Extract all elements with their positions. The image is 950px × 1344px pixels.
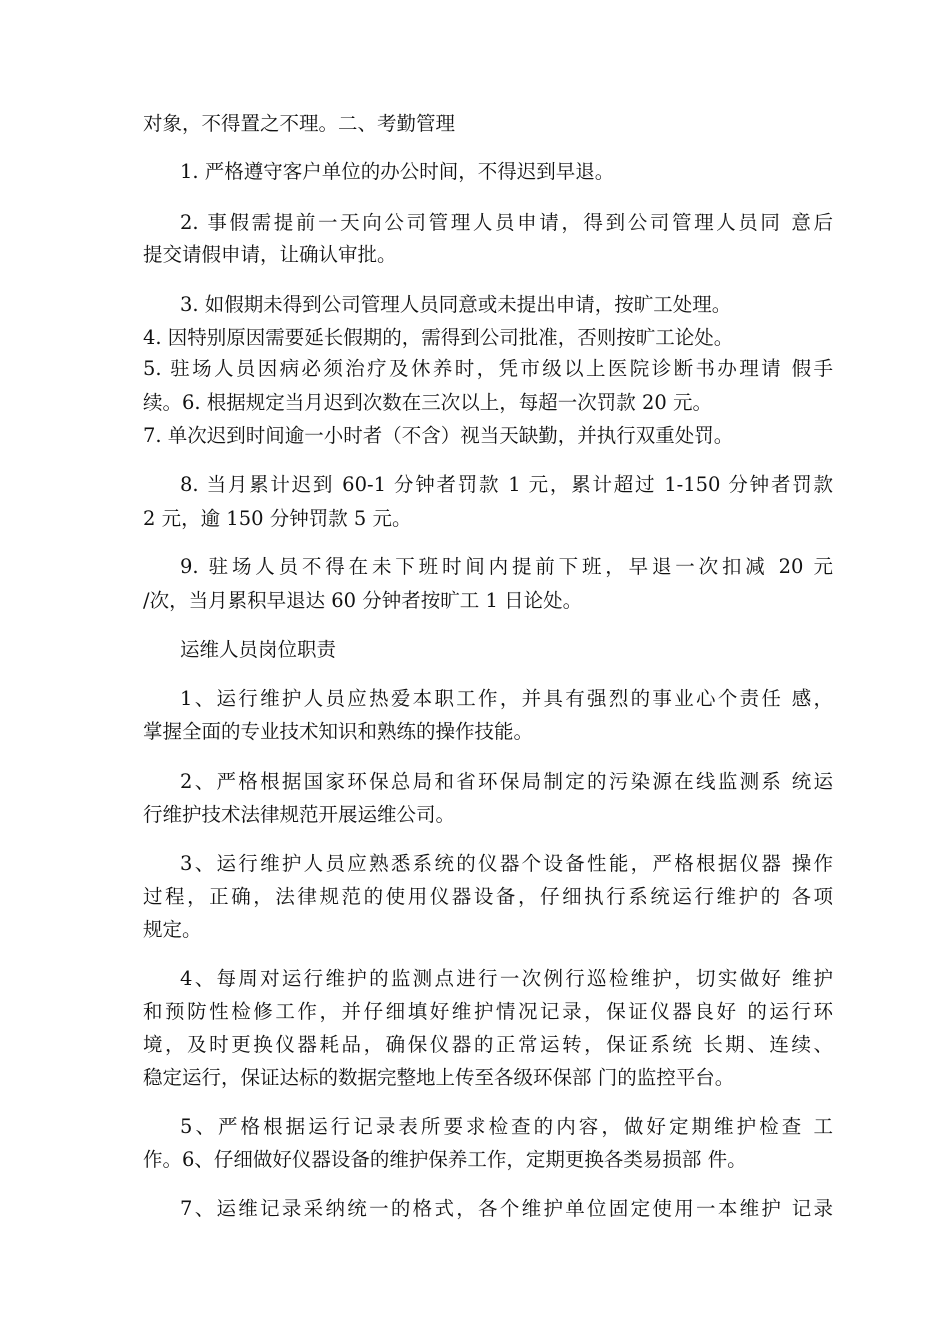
text-line: 2 元，逾 150 分钟罚款 5 元。 <box>143 507 412 530</box>
text-line: 作。6、仔细做好仪器设备的维护保养工作，定期更换各类易损部 件。 <box>143 1148 747 1171</box>
text-line: 行维护技术法律规范开展运维公司。 <box>143 803 456 826</box>
text-line: 过程，正确，法律规范的使用仪器设备，仔细执行系统运行维护的 各项 <box>143 885 833 908</box>
text-line: 3. 如假期未得到公司管理人员同意或未提出申请，按旷工处理。 <box>180 293 732 316</box>
text-line: 1、运行维护人员应热爱本职工作，并具有强烈的事业心个责任 感， <box>180 687 833 710</box>
text-line: 规定。 <box>143 918 202 941</box>
text-line: 3、运行维护人员应熟悉系统的仪器个设备性能，严格根据仪器 操作 <box>180 852 833 875</box>
text-line: 8. 当月累计迟到 60-1 分钟者罚款 1 元，累计超过 1-150 分钟者罚款 <box>180 473 833 496</box>
text-line: 4、每周对运行维护的监测点进行一次例行巡检维护，切实做好 维护 <box>180 967 833 990</box>
text-line: 续。6. 根据规定当月迟到次数在三次以上，每超一次罚款 20 元。 <box>143 391 713 414</box>
text-line: 5、严格根据运行记录表所要求检查的内容，做好定期维护检查 工 <box>180 1115 833 1138</box>
text-line: 9. 驻场人员不得在未下班时间内提前下班，早退一次扣减 20 元 <box>180 555 833 578</box>
text-line: 1. 严格遵守客户单位的办公时间，不得迟到早退。 <box>180 160 615 183</box>
text-line: 5. 驻场人员因病必须治疗及休养时，凭市级以上医院诊断书办理请 假手 <box>143 357 833 380</box>
text-line: 掌握全面的专业技术知识和熟练的操作技能。 <box>143 720 534 743</box>
text-line: 4. 因特别原因需要延长假期的，需得到公司批准，否则按旷工论处。 <box>143 326 734 349</box>
text-line: 稳定运行，保证达标的数据完整地上传至各级环保部 门的监控平台。 <box>143 1066 735 1089</box>
text-line: 7、运维记录采纳统一的格式，各个维护单位固定使用一本维护 记录 <box>180 1197 833 1220</box>
text-line: 提交请假申请，让确认审批。 <box>143 243 397 266</box>
text-line: 对象，不得置之不理。二、考勤管理 <box>143 112 456 135</box>
section-heading: 运维人员岗位职责 <box>180 638 337 661</box>
text-line: 2、严格根据国家环保总局和省环保局制定的污染源在线监测系 统运 <box>180 770 833 793</box>
text-line: 和预防性检修工作，并仔细填好维护情况记录，保证仪器良好 的运行环 <box>143 1000 833 1023</box>
text-line: 7. 单次迟到时间逾一小时者（不含）视当天缺勤，并执行双重处罚。 <box>143 424 734 447</box>
text-line: 2. 事假需提前一天向公司管理人员申请，得到公司管理人员同 意后 <box>180 211 833 234</box>
text-line: 境，及时更换仪器耗品，确保仪器的正常运转，保证系统 长期、连续、 <box>143 1033 833 1056</box>
text-line: /次，当月累积早退达 60 分钟者按旷工 1 日论处。 <box>143 589 583 612</box>
